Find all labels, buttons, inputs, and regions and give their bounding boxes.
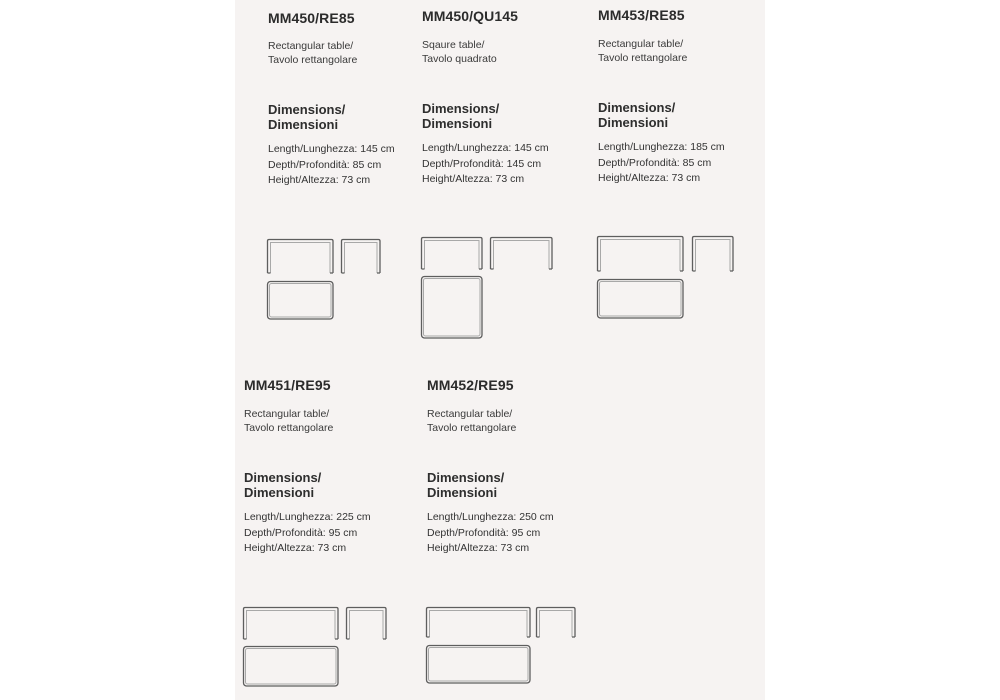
length-value: Length/Lunghezza: 225 cm: [244, 511, 371, 523]
height-value: Height/Altezza: 73 cm: [244, 542, 347, 554]
product-code: MM453/RE85: [598, 7, 685, 23]
product-type-en: Rectangular table/: [244, 408, 330, 420]
side-view-drawing-mm450-re85: [342, 240, 381, 274]
spec-sheet: [235, 0, 765, 700]
product-type-it: Tavolo rettangolare: [244, 421, 334, 434]
dimensions-heading-en: Dimensions/: [427, 470, 505, 485]
side-view-drawing-mm450-qu145: [491, 238, 553, 270]
depth-value: Depth/Profondità: 85 cm: [268, 158, 382, 171]
height-value: Height/Altezza: 73 cm: [268, 174, 371, 186]
product-type-it: Tavolo quadrato: [422, 52, 497, 65]
dimensions-heading-en: Dimensions/: [422, 101, 500, 116]
depth-value: Depth/Profondità: 145 cm: [422, 157, 542, 170]
dimensions-heading-en: Dimensions/: [598, 100, 676, 115]
product-code: MM452/RE95: [427, 377, 514, 393]
side-view-drawing-mm452-re95: [537, 608, 576, 638]
depth-value: Depth/Profondità: 85 cm: [598, 156, 712, 169]
length-value: Length/Lunghezza: 250 cm: [427, 511, 554, 523]
front-view-drawing-mm453-re85: [598, 237, 684, 272]
side-view-drawing-mm451-re95: [347, 608, 387, 640]
product-type-it: Tavolo rettangolare: [427, 421, 517, 434]
product-code: MM450/QU145: [422, 8, 519, 24]
top-view-drawing-mm453-re85: [598, 280, 684, 319]
depth-value: Depth/Profondità: 95 cm: [244, 526, 358, 539]
front-view-drawing-mm451-re95: [244, 608, 339, 640]
top-view-drawing-mm451-re95: [244, 647, 339, 687]
product-type-it: Tavolo rettangolare: [268, 53, 358, 66]
product-type-en: Rectangular table/: [268, 40, 354, 52]
height-value: Height/Altezza: 73 cm: [427, 542, 530, 554]
depth-value: Depth/Profondità: 95 cm: [427, 526, 541, 539]
front-view-drawing-mm450-re85: [268, 240, 334, 274]
product-type-en: Rectangular table/: [427, 408, 513, 420]
top-view-drawing-mm450-qu145: [422, 277, 483, 339]
dimensions-heading-it: Dimensioni: [244, 484, 315, 500]
product-type-en: Rectangular table/: [598, 38, 684, 50]
dimensions-heading-en: Dimensions/: [268, 102, 346, 117]
front-view-drawing-mm452-re95: [427, 608, 531, 638]
height-value: Height/Altezza: 73 cm: [598, 172, 701, 184]
product-type-it: Tavolo rettangolare: [598, 51, 688, 64]
technical-drawings: [235, 0, 765, 700]
product-code: MM450/RE85: [268, 10, 355, 26]
front-view-drawing-mm450-qu145: [422, 238, 483, 270]
product-type-en: Sqaure table/: [422, 39, 485, 51]
side-view-drawing-mm453-re85: [693, 237, 734, 272]
product-code: MM451/RE95: [244, 377, 331, 393]
top-view-drawing-mm452-re95: [427, 646, 531, 684]
dimensions-heading-it: Dimensioni: [268, 116, 339, 132]
dimensions-heading-en: Dimensions/: [244, 470, 322, 485]
dimensions-heading-it: Dimensioni: [598, 114, 669, 130]
dimensions-heading-it: Dimensioni: [422, 115, 493, 131]
dimensions-heading-it: Dimensioni: [427, 484, 498, 500]
length-value: Length/Lunghezza: 145 cm: [268, 143, 395, 155]
top-view-drawing-mm450-re85: [268, 282, 334, 320]
height-value: Height/Altezza: 73 cm: [422, 173, 525, 185]
length-value: Length/Lunghezza: 185 cm: [598, 141, 725, 153]
length-value: Length/Lunghezza: 145 cm: [422, 142, 549, 154]
